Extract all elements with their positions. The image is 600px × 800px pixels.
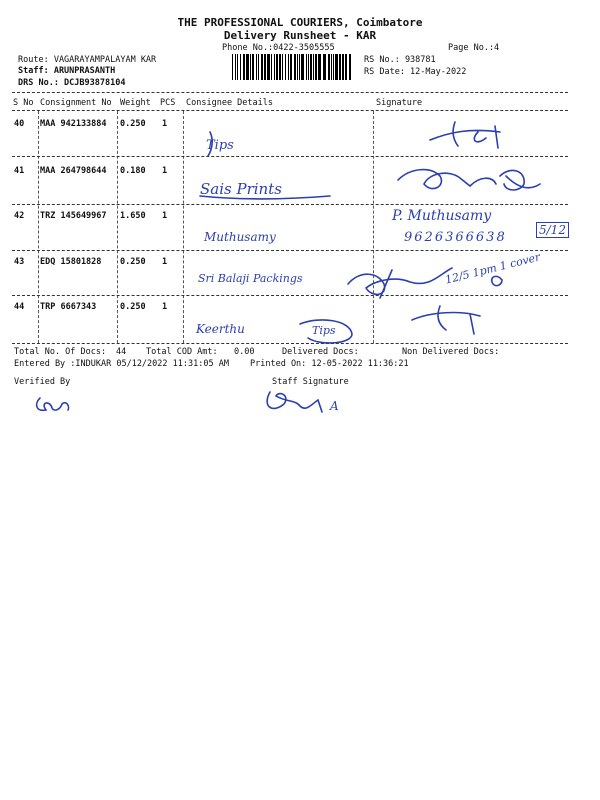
row-40-weight: 0.250 [120,119,146,129]
row-40-sno: 40 [14,119,25,129]
row-43-consignee: Sri Balaji Packings [198,272,303,285]
row-44-weight: 0.250 [120,302,146,312]
staff-signature-label: Staff Signature [272,377,349,387]
total-docs-value: 44 [116,347,127,357]
col-header-weight: Weight [120,98,151,108]
row-42-consignment: TRZ 145649967 [40,211,107,221]
row-41-pcs: 1 [162,166,168,176]
row-44-consignee: Keerthu [196,322,245,336]
runsheet-subtitle: Delivery Runsheet - KAR [223,29,377,42]
row-41-consignee: Sais Prints [200,180,282,198]
row-44-sno: 44 [14,302,25,312]
row-43-weight: 0.250 [120,257,146,267]
row-42-pcs: 1 [162,211,168,221]
row-43-sno: 43 [14,257,25,267]
row-41-weight: 0.180 [120,166,146,176]
rs-date: RS Date: 12-May-2022 [364,67,467,77]
staff-signature-initial: A [330,399,339,413]
route-label: Route: VAGARAYAMPALAYAM KAR [18,55,157,65]
row-42-signature-name: P. Muthusamy [392,208,492,224]
row-42-consignee: Muthusamy [204,230,276,244]
row-42-sno: 42 [14,211,25,221]
row-43-consignment: EDQ 15801828 [40,257,102,267]
delivered-docs-label: Delivered Docs: [282,347,359,357]
col-header-consignment: Consignment No [40,98,112,108]
verified-by-label: Verified By [14,377,71,387]
printed-on: Printed On: 12-05-2022 11:36:21 [250,359,409,369]
company-title: THE PROFESSIONAL COURIERS, Coimbatore [177,16,423,29]
row-44-consignee-note: Tips [312,324,336,337]
staff-label: Staff: ARUNPRASANTH [18,66,116,76]
col-header-sno: S No [13,98,34,108]
col-header-pcs: PCS [160,98,176,108]
row-42-signature-date: 5/12 [536,222,569,238]
row-40-consignment: MAA 942133884 [40,119,107,129]
drs-number: DRS No.: DCJB93878104 [18,78,126,88]
row-40-pcs: 1 [162,119,168,129]
total-docs-label: Total No. Of Docs: [14,347,107,357]
row-42-weight: 1.650 [120,211,146,221]
row-43-pcs: 1 [162,257,168,267]
col-header-consignee: Consignee Details [186,98,273,108]
total-cod-value: 0.00 [234,347,255,357]
col-header-signature: Signature [376,98,423,108]
entered-by: Entered By :INDUKAR 05/12/2022 11:31:05 AM [14,359,229,369]
row-41-consignment: MAA 264798644 [40,166,107,176]
row-41-sno: 41 [14,166,25,176]
row-44-pcs: 1 [162,302,168,312]
rs-number: RS No.: 938781 [364,55,436,65]
row-43-signature-note: 12/5 1pm 1 cover [443,250,542,287]
phone-number: Phone No.:0422-3505555 [222,43,335,53]
total-cod-label: Total COD Amt: [146,347,218,357]
row-44-consignment: TRP 6667343 [40,302,97,312]
page-number: Page No.:4 [448,43,500,53]
row-40-consignee: Tips [206,138,234,153]
row-42-signature-phone: 9626366638 [404,230,507,245]
non-delivered-docs-label: Non Delivered Docs: [402,347,500,357]
